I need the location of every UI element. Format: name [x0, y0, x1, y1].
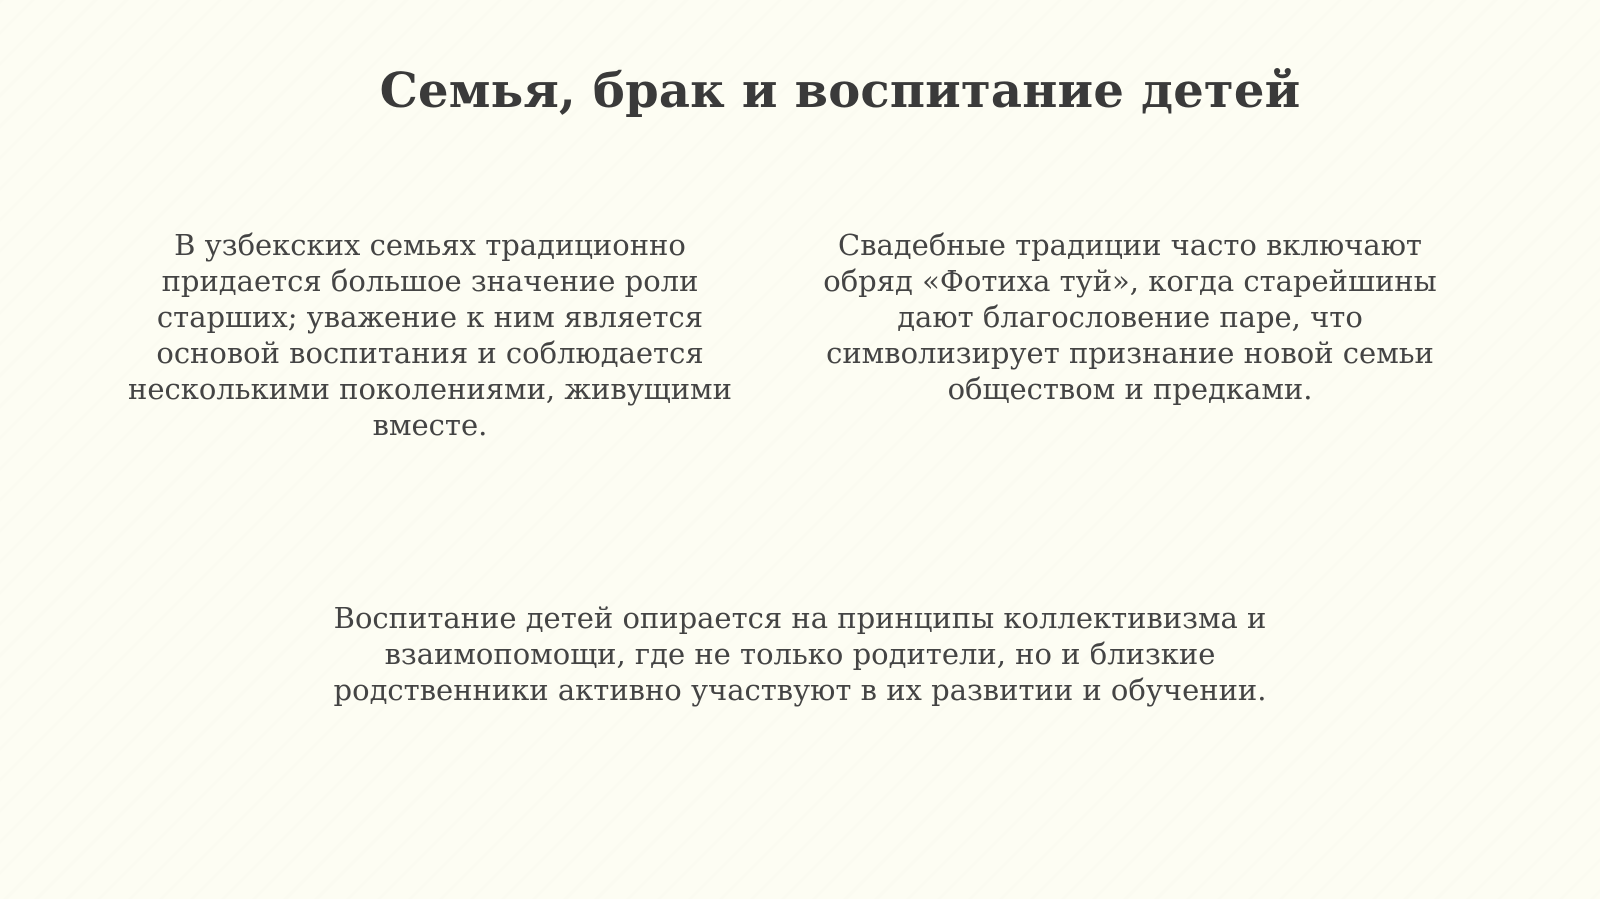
paragraph-wedding-traditions: Свадебные традиции часто включают обряд «Фотиха туй», когда старейшины дают благословение паре, что символизирует признание новой семьи обществом и предками. — [823, 228, 1437, 406]
slide-title: Семья, брак и воспитание детей — [379, 63, 1301, 119]
paragraph-elders-role: В узбекских семьях традиционно придается большое значение роли старших; уважение к ним является основой воспитания и соблюдается несколькими поколениями, живущими вместе. — [128, 228, 732, 442]
paragraph-child-upbringing: Воспитание детей опирается на принципы коллективизма и взаимопомощи, где не только родители, но и близкие родственники активно участвуют в их развитии и обучении. — [333, 601, 1267, 707]
